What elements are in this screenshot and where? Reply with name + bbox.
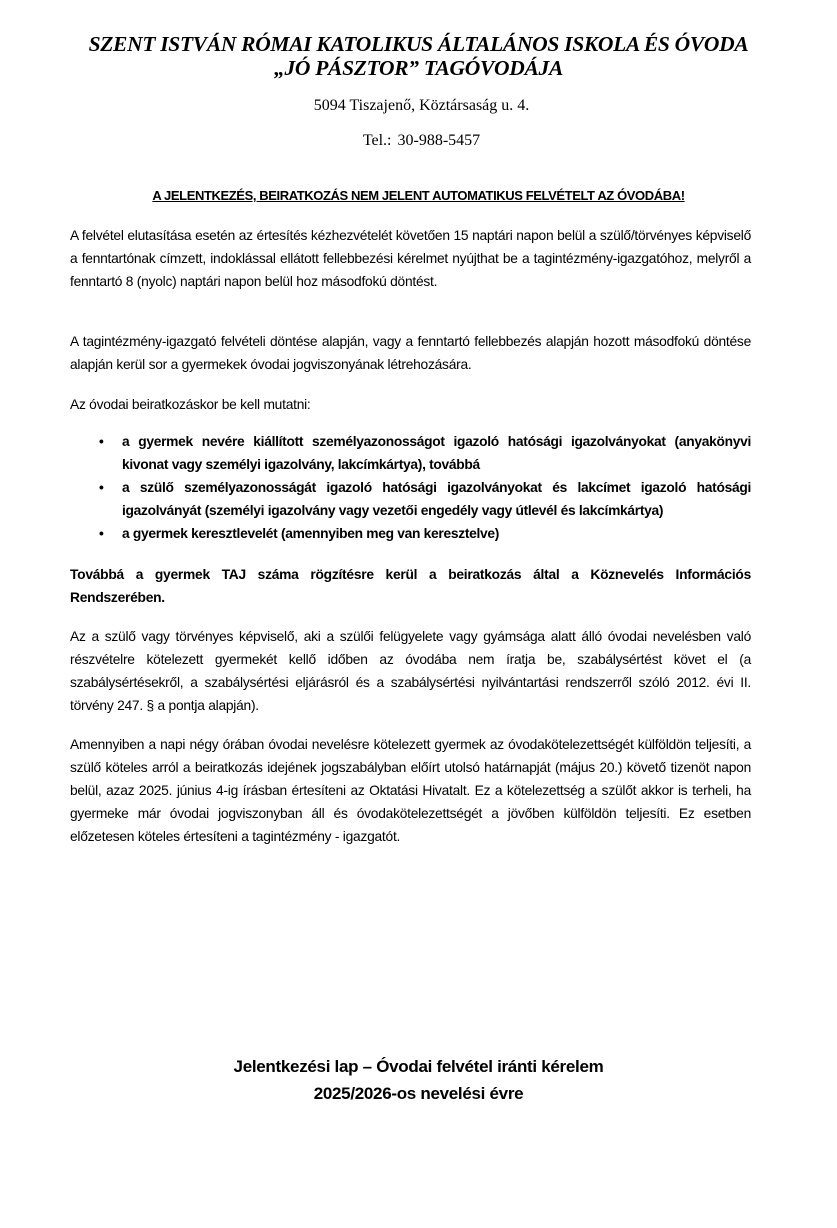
violation-paragraph: Az a szülő vagy törvényes képviselő, aki a szülői felügyelete vagy gyámsága alatt álló óvodai nevelésben való részvételre kötelezett gyermekét kellő időben az óvodába nem íratja be, szabálysértést követ el (a szabálysértésekről, a szabálysértési eljárásról és a szabálysértési nyilvántartási rendszerről szóló 2012. évi II. törvény 247. § a pontja alapján). xyxy=(70,629,751,713)
list-item-text: a szülő személyazonosságát igazoló hatósági igazolványokat és lakcímet igazoló hatósági igazolványát (személyi igazolvány vagy vezetői engedély vagy útlevél és lakcímkártya) xyxy=(122,480,751,518)
bullet-icon: • xyxy=(99,434,104,449)
taj-paragraph: Továbbá a gyermek TAJ száma rögzítésre kerül a beiratkozás által a Köznevelés Információs Rendszerében. xyxy=(70,567,751,605)
form-title-line2: 2025/2026-os nevelési évre xyxy=(313,1084,524,1103)
school-phone: Tel.: 30-988-5457 xyxy=(362,132,481,149)
bullet-icon: • xyxy=(99,526,104,541)
list-item xyxy=(99,430,751,476)
form-title-line1: Jelentkezési lap – Óvodai felvétel iránti kérelem xyxy=(233,1057,604,1076)
list-item-text: a gyermek nevére kiállított személyazonosságot igazoló hatósági igazolványokat (anyakönyvi kivonat vagy személyi igazolvány, lakcímkártya), továbbá xyxy=(122,434,751,472)
decision-paragraph: A tagintézmény-igazgató felvételi döntése alapján, vagy a fenntartó fellebbezés alapján hozott másodfokú döntése alapján kerül sor a gyermekek óvodai jogviszonyának létrehozására. xyxy=(70,334,751,372)
school-name-line1: SZENT ISTVÁN RÓMAI KATOLIKUS ÁLTALÁNOS ISKOLA ÉS ÓVODA xyxy=(88,32,749,56)
list-item xyxy=(99,476,751,522)
school-name-heading xyxy=(0,32,837,80)
list-item xyxy=(99,522,751,545)
appeal-paragraph: A felvétel elutasítása esetén az értesítés kézhezvételét követően 15 naptári napon belül a szülő/törvényes képviselő a fenntartónak címzett, indoklással ellátott fellebbezési kérelmet nyújthat be a tagintézmény-igazgatóhoz, melyről a fenntartó 8 (nyolc) naptári napon belül hoz másodfokú döntést. xyxy=(70,228,751,289)
documents-intro: Az óvodai beiratkozáskor be kell mutatni: xyxy=(70,397,311,412)
bullet-icon: • xyxy=(99,480,104,495)
school-address: 5094 Tiszajenő, Köztársaság u. 4. xyxy=(313,97,530,114)
enrollment-notice: A JELENTKEZÉS, BEIRATKOZÁS NEM JELENT AUTOMATIKUS FELVÉTELT AZ ÓVODÁBA! xyxy=(152,188,685,203)
form-title xyxy=(0,1053,837,1107)
abroad-paragraph: Amennyiben a napi négy órában óvodai nevelésre kötelezett gyermek az óvodakötelezettségét külföldön teljesíti, a szülő köteles arról a beiratkozás idejének jogszabályban előírt utolsó határnapját (május 20.) követő tizenöt napon belül, azaz 2025. június 4-ig írásban értesíteni az Oktatási Hivatalt. Ez a kötelezettség a szülőt akkor is terheli, ha gyermeke már óvodai jogviszonyban áll és óvodakötelezettségét a jövőben külföldön teljesíti. Ez esetben előzetesen köteles értesíteni a tagintézmény - igazgatót. xyxy=(70,737,751,844)
list-item-text: a gyermek keresztlevelét (amennyiben meg van keresztelve) xyxy=(122,526,500,541)
required-documents-list xyxy=(99,430,751,545)
school-name-line2: „JÓ PÁSZTOR” TAGÓVODÁJA xyxy=(274,56,563,80)
